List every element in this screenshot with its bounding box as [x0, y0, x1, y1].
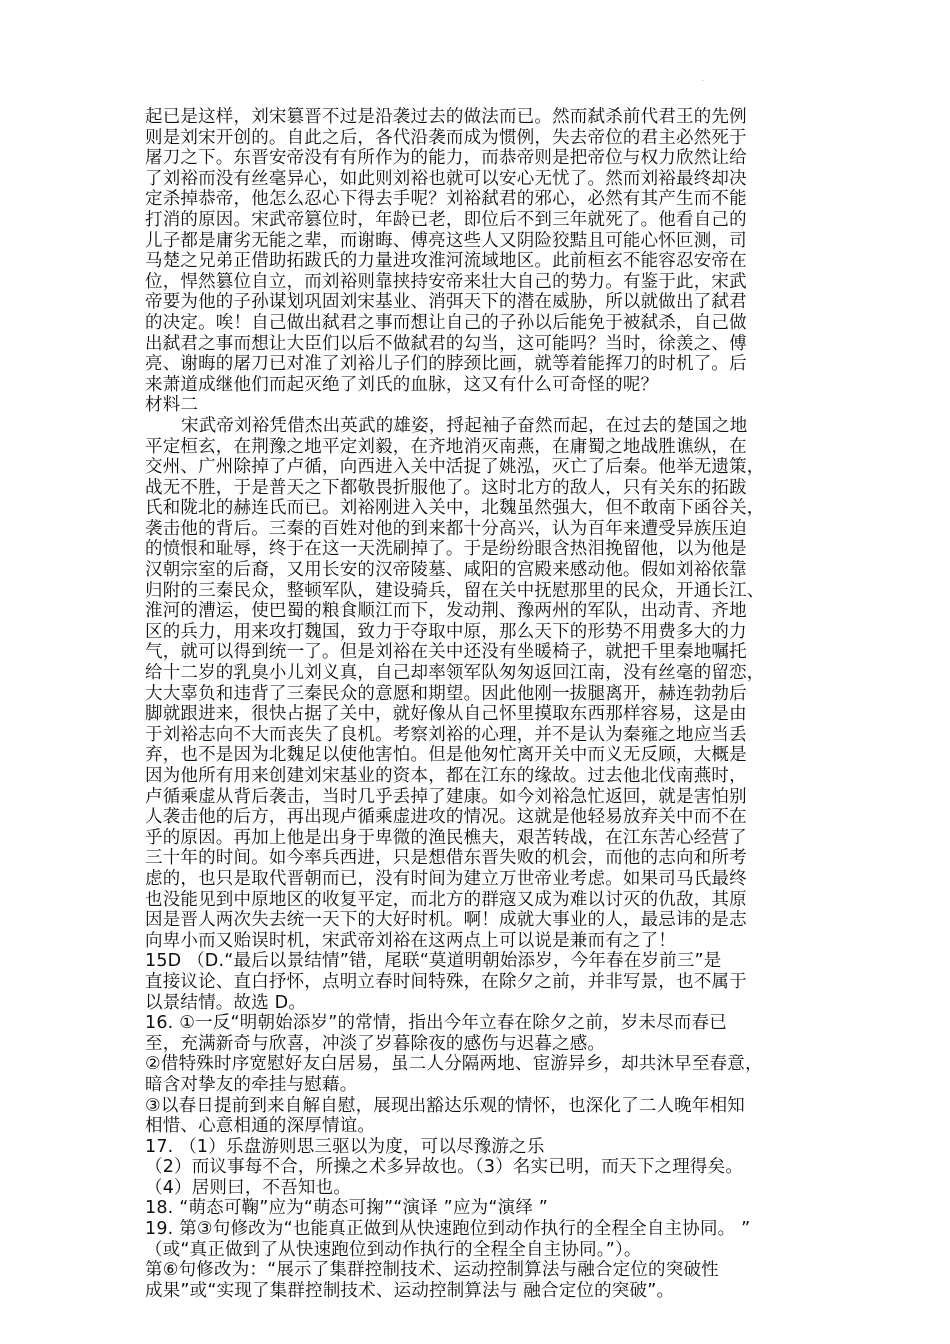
text-line: 气，就可以得到统一了。但是刘裕在关中还没有坐暖椅子，就把千里秦地嘱托	[145, 642, 747, 663]
text-line: 弃，也不是因为北魏足以使他害怕。但是他匆忙离开关中而义无反顾，大概是	[145, 745, 747, 766]
text-line: 因是晋人两次失去统一天下的大好时机。啊！成就大事业的人，最忌讳的是志	[145, 910, 747, 931]
text-line: 第⑥句修改为：“展示了集群控制技术、运动控制算法与融合定位的突破性	[145, 1260, 719, 1281]
text-line: 的决定。唉！自己做出弑君之事而想让自己的子孙以后能免于被弑杀，自己做	[145, 312, 747, 333]
text-line: 归附的三秦民众，整顿军队，建设骑兵，留在关中抚慰那里的民众，开通长江、	[145, 580, 765, 601]
text-line: （4）居则曰，不吾知也。	[145, 1177, 352, 1198]
text-line: 也没能见到中原地区的收复平定，而北方的群寇又成为难以讨灭的仇敌，其原	[145, 889, 747, 910]
text-line: 向卑小而又贻误时机，宋武帝刘裕在这两点上可以说是兼而有之了！	[145, 930, 676, 951]
text-line: 乎的原因。再加上他是出身于卑微的渔民樵夫，艰苦转战，在江东苦心经营了	[145, 827, 747, 848]
text-line: 至，充满新奇与欣喜，冲淡了岁暮除夜的感伤与迟暮之感。	[145, 1033, 606, 1054]
text-line: 的愤恨和耻辱，终于在这一天洗刷掉了。于是纷纷眼含热泪挽留他，以为他是	[145, 539, 747, 560]
text-line: 以景结情。故选 D。	[145, 992, 307, 1013]
text-line: 打消的原因。宋武帝篡位时，年龄已老，即位后不到三年就死了。他看自己的	[145, 209, 747, 230]
text-line: （2）而议事每不合，所操之术多异故也。（3）名实已明，而天下之理得矣。	[145, 1157, 744, 1178]
text-line: 直接议论、直白抒怀，点明立春时间特殊，在除夕之前，并非写景，也不属于	[145, 971, 747, 992]
text-line: 相惜、心意相通的深厚情谊。	[145, 1116, 376, 1137]
text-line: 交州、广州除掉了卢循，向西进入关中活捉了姚泓，灭亡了后秦。他举无遗策，	[145, 457, 765, 478]
text-line: 平定桓玄，在荆豫之地平定刘毅，在齐地消灭南燕，在庸蜀之地战胜谯纵，在	[145, 436, 747, 457]
text-line: 19. 第③句修改为“也能真正做到从快速跑位到动作执行的全程全自主协同。 ”	[145, 1219, 751, 1240]
text-line: 18. “萌态可鞠”应为“萌态可掬”“演译 ”应为“演绎 ”	[145, 1198, 549, 1219]
text-line: 起已是这样，刘宋篡晋不过是沿袭过去的做法而已。然而弑杀前代君王的先例	[145, 107, 747, 127]
text-line: 宋武帝刘裕凭借杰出英武的雄姿，捋起袖子奋然而起，在过去的楚国之地	[181, 415, 748, 436]
text-line: 屠刀之下。东晋安帝没有有所作为的能力，而恭帝则是把帝位与权力欣然让给	[145, 148, 747, 169]
text-line: 淮河的漕运，使巴蜀的粮食顺江而下，发动荆、豫两州的军队，出动青、齐地	[145, 601, 747, 622]
text-line: 人袭击他的后方，再出现卢循乘虚进攻的情况。这就是他轻易放弃关中而不在	[145, 807, 747, 828]
text-line: 区的兵力，用来攻打魏国，致力于夺取中原，那么天下的形势不用费多大的力	[145, 621, 747, 642]
text-line: 亮、谢晦的屠刀已对准了刘裕儿子们的脖颈比画，就等着能挥刀的时机了。后	[145, 354, 747, 375]
text-line: 位，悍然篡位自立，而刘裕则靠挟持安帝来壮大自己的势力。有鉴于此，宋武	[145, 271, 747, 292]
text-line: 来萧道成继他们而起灭绝了刘氏的血脉，这又有什么可奇怪的呢？	[145, 374, 659, 395]
text-line: 材料二	[145, 395, 199, 416]
text-line: 15D （D.“最后以景结情”错，尾联“莫道明朝始添岁，今年春在岁前三”是	[145, 951, 722, 972]
text-line: 三十年的时间。如今率兵西进，只是想借东晋失败的机会，而他的志向和所考	[145, 848, 747, 869]
text-line: 大大辜负和违背了三秦民众的意愿和期望。因此他刚一拔腿离开，赫连勃勃后	[145, 683, 747, 704]
text-line: 成果”或“实现了集群控制技术、运动控制算法与 融合定位的突破”。	[145, 1280, 675, 1301]
text-line: 暗含对挚友的牵挂与慰藉。	[145, 1074, 358, 1095]
text-line: 了刘裕而没有丝毫异心，如此则刘裕也就可以安心无忧了。然而刘裕最终却决	[145, 168, 747, 189]
text-line: 出弑君之事而想让大臣们以后不做弑君的勾当，这可能吗？当时，徐羡之、傅	[145, 333, 747, 354]
text-line: 虑的，也只是取代晋朝而已，没有时间为建立万世帝业考虑。如果司马氏最终	[145, 868, 747, 889]
text-line: 汉朝宗室的后裔，又用长安的汉帝陵墓、咸阳的宫殿来感动他。假如刘裕依靠	[145, 560, 747, 581]
text-line: 脚就跟进来，很快占据了关中，就好像从自己怀里摸取东西那样容易，这是由	[145, 704, 747, 725]
text-line: 16. ①一反“明朝始添岁”的常情，指出今年立春在除夕之前，岁未尽而春已	[145, 1013, 727, 1034]
text-line: 袭击他的背后。三秦的百姓对他的到来都十分高兴，认为百年来遭受异族压迫	[145, 518, 747, 539]
text-line: 氏和陇北的赫连氏而已。刘裕刚进入关中，北魏虽然强大，但不敢南下函谷关，	[145, 498, 765, 519]
text-line: 战无不胜，于是普天之下都敬畏折服他了。这时北方的敌人，只有关东的拓跋	[145, 477, 747, 498]
text-line: ③以春日提前到来自解自慰，展现出豁达乐观的情怀，也深化了二人晚年相知	[145, 1095, 745, 1116]
text-line: 儿子都是庸劣无能之辈，而谢晦、傅亮这些人又阴险狡黠且可能心怀叵测，司	[145, 230, 747, 251]
text-line: 因为他所有用来创建刘宋基业的资本，都在江东的缘故。过去他北伐南燕时，	[145, 766, 747, 786]
text-line: （或“真正做到了从快速跑位到动作执行的全程全自主协同。”）。	[145, 1239, 642, 1260]
text-line: 于刘裕志向不大而丧失了良机。考察刘裕的心理，并不是认为秦雍之地应当丢	[145, 724, 747, 745]
text-line: 则是刘宋开创的。自此之后，各代沿袭而成为惯例，失去帝位的君主必然死于	[145, 127, 747, 148]
corner-mark: .	[702, 76, 704, 83]
text-line: 卢循乘虚从背后袭击，当时几乎丢掉了建康。如今刘裕急忙返回，就是害怕别	[145, 786, 747, 807]
document-body	[145, 107, 810, 1301]
text-line: ②借特殊时序宽慰好友白居易，虽二人分隔两地、宦游异乡，却共沐早至春意，	[145, 1054, 763, 1075]
text-line: 给十二岁的乳臭小儿刘义真，自己却率领军队匆匆返回江南，没有丝毫的留恋，	[145, 663, 765, 684]
text-line: 定杀掉恭帝，他怎么忍心下得去手呢？刘裕弑君的邪心，必然有其产生而不能	[145, 189, 747, 210]
text-line: 帝要为他的子孙谋划巩固刘宋基业、消弭天下的潜在威胁，所以就做出了弑君	[145, 292, 747, 313]
text-line: 马楚之兄弟正借助拓跋氏的力量进攻淮河流域地区。此前桓玄不能容忍安帝在	[145, 251, 747, 272]
text-line: 17. （1）乐盘游则思三驱以为度，可以尽豫游之乐	[145, 1136, 545, 1157]
